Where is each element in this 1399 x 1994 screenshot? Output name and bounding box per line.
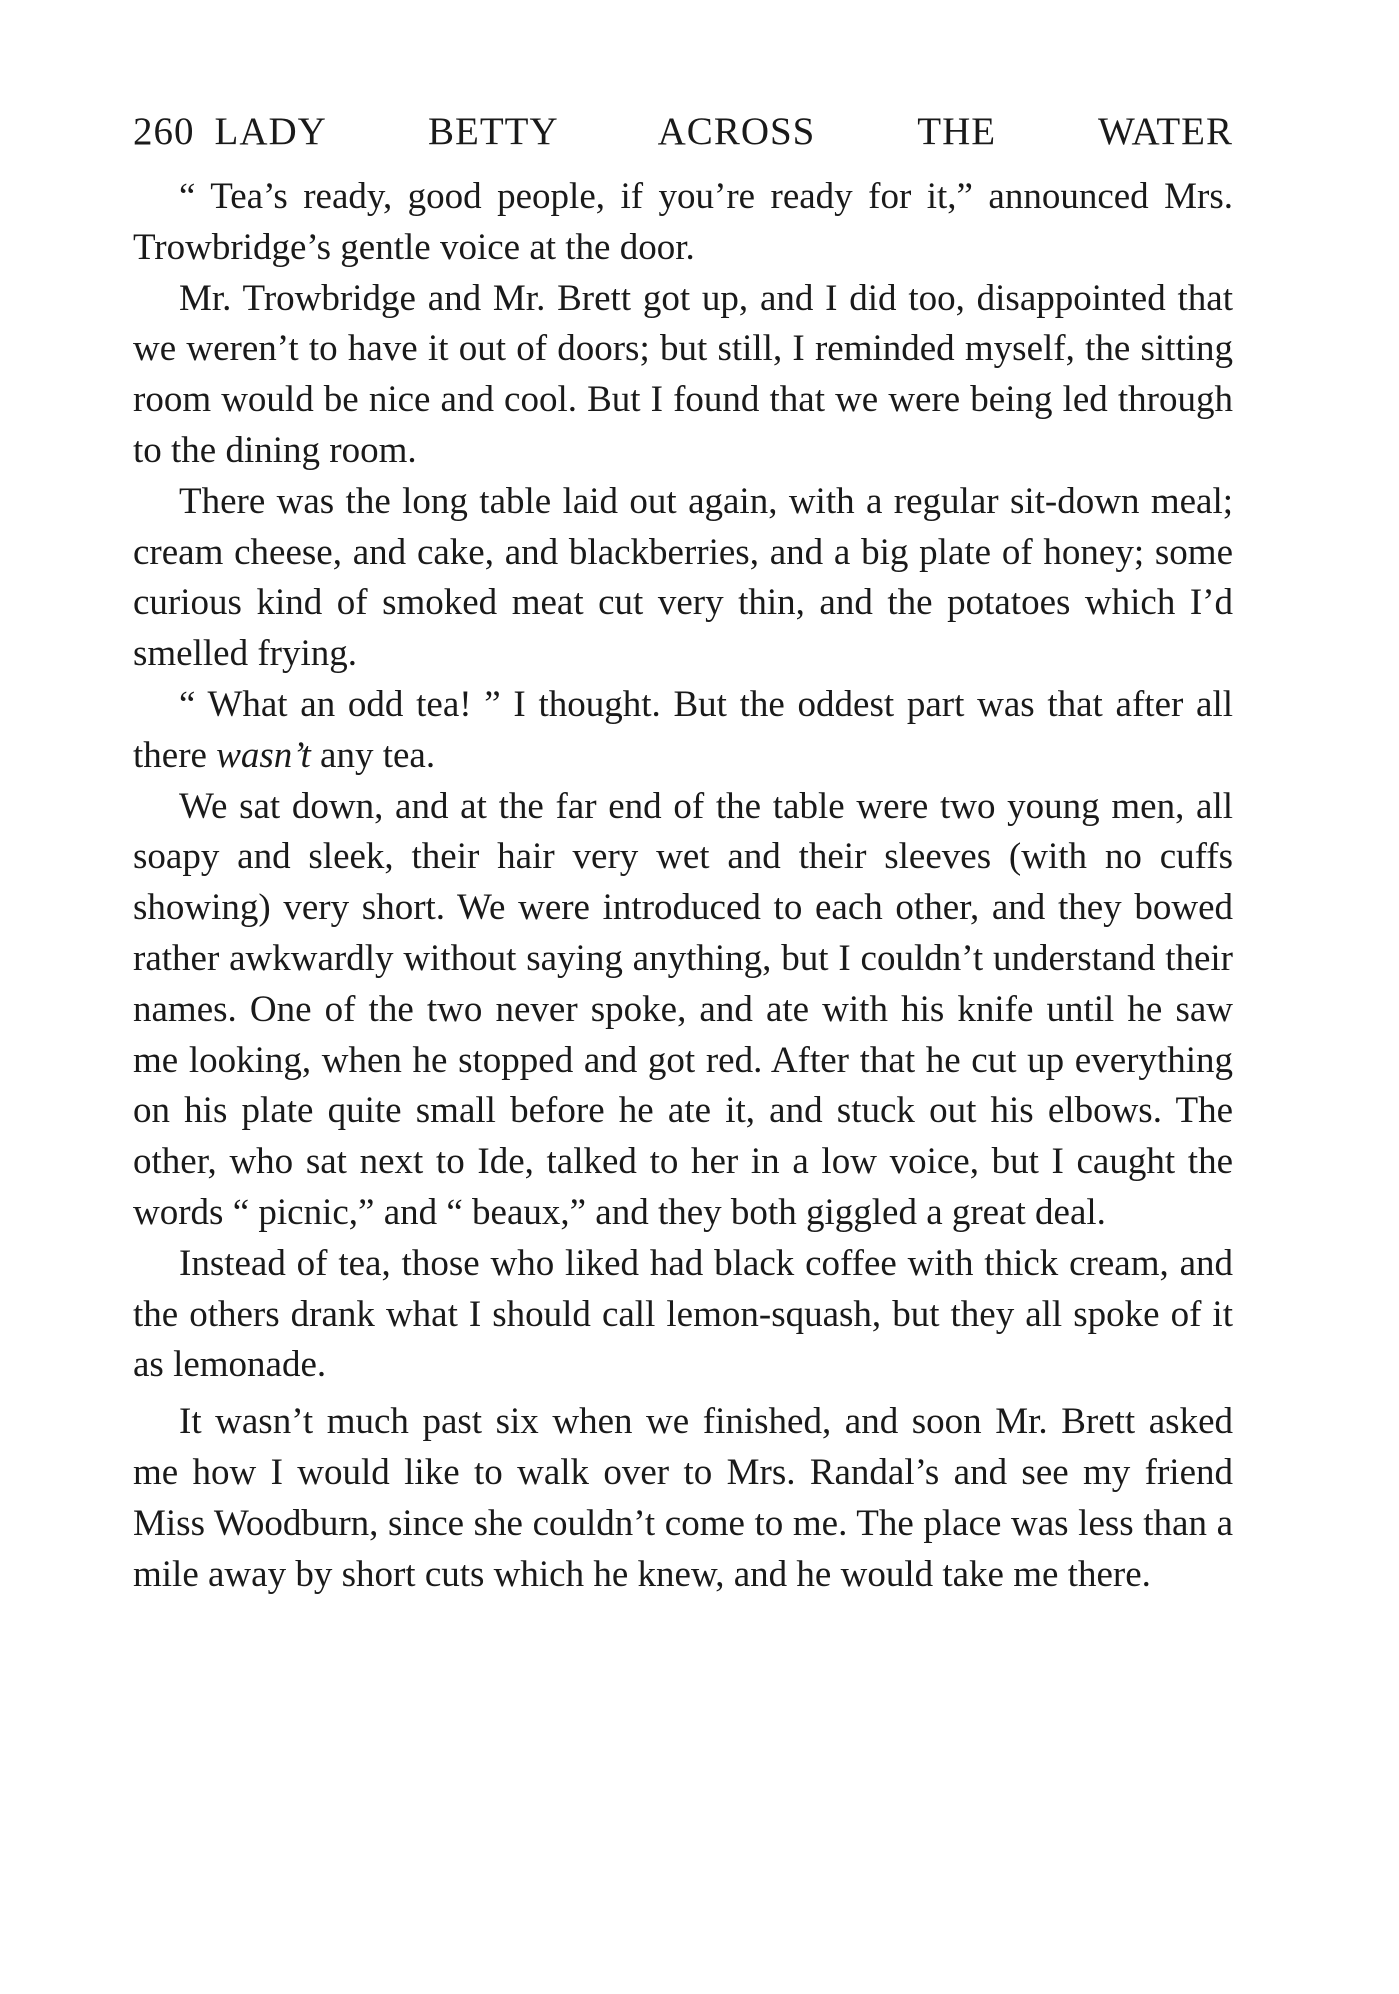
paragraph-6: Instead of tea, those who liked had black coffee with thick cream, and the others drank what I should call lemon-squash, but they all spoke of it as lemonade. [133,1242,1233,1386]
paragraph-4-text-after: any tea. [310,734,436,776]
paragraph-4-text-before: “ What an odd tea! ” I thought. But the oddest part was that after all there [133,683,1233,776]
paragraph-7: It wasn’t much past six when we finished, and soon Mr. Brett asked me how I would like to walk over to Mrs. Randal’s and see my friend Miss Woodburn, since she couldn’t come to me. The place was less than a mile away by short cuts which he knew, and he would take me there. [133,1401,1233,1595]
running-head [133,102,1233,162]
book-page [133,102,1233,1600]
paragraph-1: “ Tea’s ready, good people, if you’re ready for it,” announced Mrs. Trowbridge’s gentle voice at the door. [133,176,1233,268]
paragraph-4-italic: wasn’t [216,734,311,776]
page-number: 260 [133,110,195,153]
paragraph-5: We sat down, and at the far end of the table were two young men, all soapy and sleek, their hair very wet and their sleeves (with no cuffs showing) very short. We were introduced to each other, and they bowed rather awkwardly without saying anything, but I couldn’t understand their names. One of the two never spoke, and ate with his knife until he saw me looking, when he stopped and got red. After that he cut up everything on his plate quite small before he ate it, and stuck out his elbows. The other, who sat next to Ide, talked to her in a low voice, but I caught the words “ picnic,” and “ beaux,” and they both giggled a great deal. [133,785,1233,1233]
paragraph-3: There was the long table laid out again, with a regular sit-down meal; cream cheese, and cake, and blackberries, and a big plate of honey; some curious kind of smoked meat cut very thin, and the potatoes which I’d smelled frying. [133,480,1233,675]
paragraph-2: Mr. Trowbridge and Mr. Brett got up, and I did too, disappointed that we weren’t to have it out of doors; but still, I reminded myself, the sitting room would be nice and cool. But I found that we were being led through to the dining room. [133,277,1233,471]
paragraph-4 [133,680,1233,782]
book-title: LADY BETTY ACROSS THE WATER [214,110,1233,153]
